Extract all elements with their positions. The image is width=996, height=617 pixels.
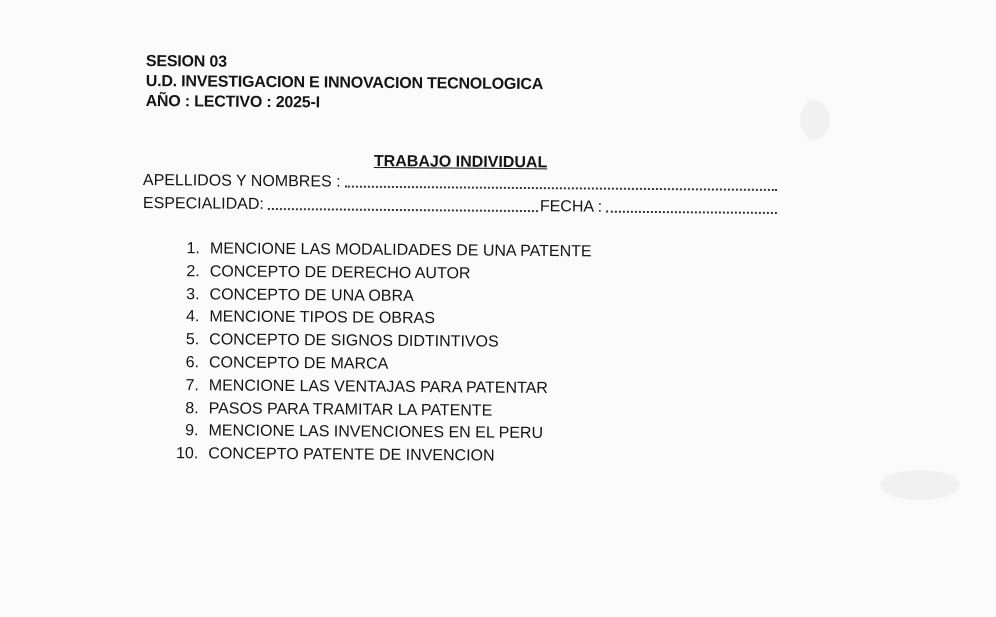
unit-label: U.D. INVESTIGACION E INNOVACION TECNOLOGICA (145, 72, 544, 94)
item-text: CONCEPTO DE MARCA (208, 354, 389, 373)
list-item (165, 329, 591, 355)
item-number: 6. (185, 354, 200, 372)
list-item (164, 443, 590, 469)
date-label: FECHA : (539, 198, 603, 216)
list-item (166, 238, 592, 264)
list-item (165, 284, 591, 310)
specialty-date-field (143, 195, 779, 218)
year-label: AÑO : LECTIVO : 2025-I (145, 92, 320, 112)
session-label: SESION 03 (145, 52, 227, 71)
list-item (165, 398, 591, 424)
document-header (146, 52, 544, 115)
scan-smudge (880, 470, 960, 500)
item-number: 4. (185, 308, 200, 326)
item-text: CONCEPTO PATENTE DE INVENCION (208, 445, 495, 465)
list-item (165, 375, 591, 401)
item-number: 10. (175, 445, 199, 463)
item-number: 7. (185, 376, 199, 395)
item-number: 9. (185, 422, 199, 440)
item-number: 1. (186, 240, 200, 258)
page-title: TRABAJO INDIVIDUAL (373, 153, 548, 172)
question-list (164, 238, 591, 469)
names-fill-line (345, 174, 777, 191)
item-number: 2. (186, 262, 200, 281)
item-number: 5. (185, 331, 200, 349)
item-text: CONCEPTO DE UNA OBRA (209, 285, 414, 305)
specialty-fill-line (268, 196, 538, 212)
item-text: MENCIONE LAS INVENCIONES EN EL PERU (208, 422, 544, 443)
date-fill-line (606, 199, 777, 214)
specialty-label: ESPECIALIDAD: (142, 195, 264, 213)
item-text: MENCIONE TIPOS DE OBRAS (209, 308, 435, 328)
item-text: CONCEPTO DE SIGNOS DIDTINTIVOS (209, 331, 499, 351)
item-text: MENCIONE LAS MODALIDADES DE UNA PATENTE (209, 240, 592, 261)
list-item (164, 420, 590, 446)
list-item (166, 261, 592, 287)
item-text: CONCEPTO DE DERECHO AUTOR (209, 263, 471, 283)
item-number: 8. (185, 399, 199, 417)
names-label: APELLIDOS Y NOMBRES : (142, 172, 341, 191)
item-text: PASOS PARA TRAMITAR LA PATENTE (208, 399, 493, 420)
list-item (165, 352, 591, 378)
list-item (165, 306, 591, 332)
names-field (143, 172, 779, 195)
item-number: 3. (186, 285, 200, 303)
item-text: MENCIONE LAS VENTAJAS PARA PATENTAR (208, 377, 548, 397)
scan-smudge (800, 100, 830, 140)
